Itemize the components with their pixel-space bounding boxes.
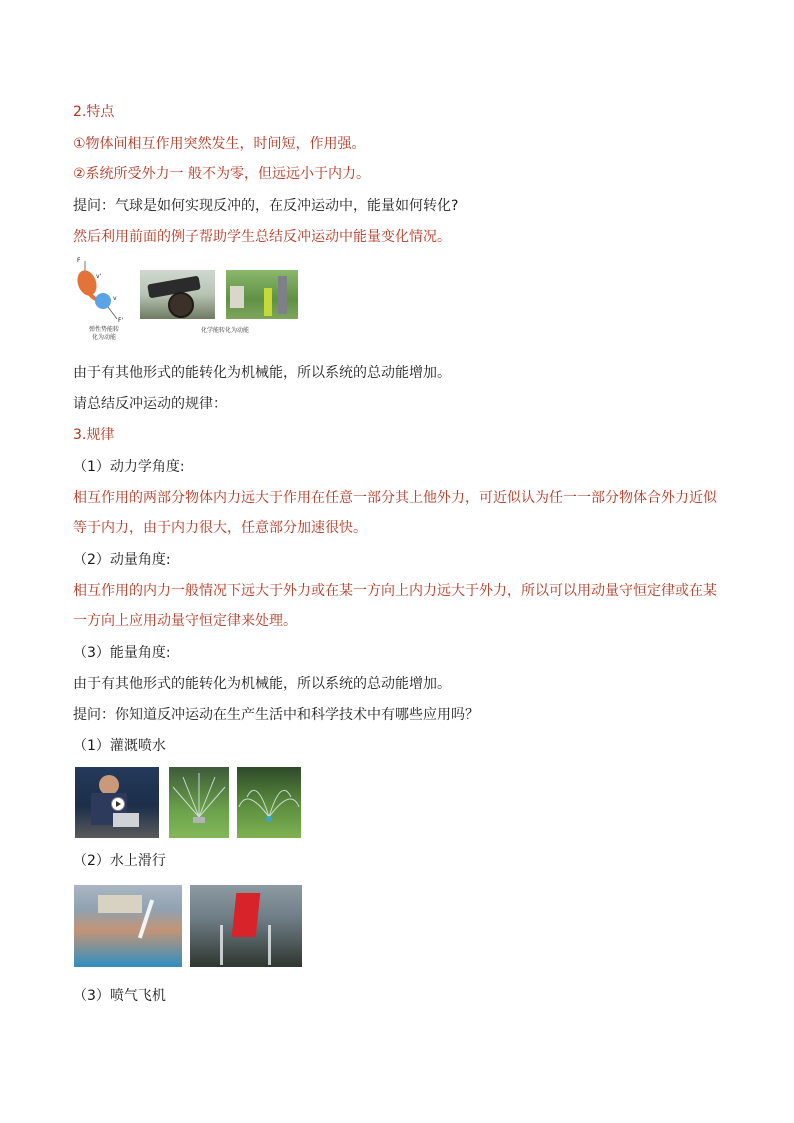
water-jetpack-crowd-photo: [74, 885, 182, 967]
balloon-caption: [84, 326, 124, 342]
presenter-head: [99, 775, 119, 795]
demo-device: [113, 813, 139, 827]
prompt-summarize-rules: 请总结反冲运动的规律：: [73, 396, 227, 412]
application-water-skiing-heading: （2）水上滑行: [73, 853, 166, 869]
energy-heading: （3）能量角度:: [73, 645, 171, 661]
background-building: [98, 895, 142, 913]
sprinkler-spray-2: [237, 767, 301, 838]
chemical-energy-caption: 化学能转化为动能: [200, 327, 249, 334]
momentum-text-line1: 相互作用的内力一般情况下远大于外力或在某一方向上内力远大于外力，所以可以用动量守恒定律或在某: [73, 583, 717, 599]
energy-text: 由于有其他形式的能转化为机械能，所以系统的总动能增加。: [73, 676, 451, 692]
section-3-heading: 3.规律: [73, 427, 115, 443]
teaching-instruction: 然后利用前面的例子帮助学生总结反冲运动中能量变化情况。: [73, 229, 451, 245]
application-jet-plane-heading: （3）喷气飞机: [73, 988, 166, 1004]
energy-summary-1: 由于有其他形式的能转化为机械能，所以系统的总动能增加。: [73, 365, 451, 381]
sprinkler-photo-2: [237, 767, 301, 838]
velocity-label-v-prime: v': [96, 273, 102, 280]
dynamics-heading: （1）动力学角度:: [73, 459, 185, 475]
question-balloon-recoil: 提问：气球是如何实现反冲的，在反冲运动中，能量如何转化?: [73, 198, 459, 214]
force-label-f: F: [77, 257, 81, 264]
cannon-photo: [140, 270, 215, 319]
flag-jetpack-show-photo: [190, 885, 302, 967]
question-applications: 提问：你知道反冲运动在生产生活中和科学技术中有哪些应用吗？: [73, 707, 479, 723]
velocity-label-v: v: [113, 295, 117, 302]
section-2-heading: 2.特点: [73, 104, 115, 120]
water-jet-left: [220, 925, 223, 965]
person-gray: [278, 276, 287, 314]
dynamics-text-line2: 等于内力，由于内力很大，任意部分加速很快。: [73, 520, 367, 536]
force-label-f-prime: F': [118, 317, 124, 324]
balloon-caption-line1: 弹性势能转: [88, 326, 119, 333]
water-jet-right: [268, 925, 271, 965]
balloon-caption-line2: 化为动能: [91, 334, 116, 341]
feature-point-2: ②系统所受外力一 般不为零，但远远小于内力。: [73, 166, 370, 182]
sprinkler-photo-1: [169, 767, 229, 838]
dynamics-text-line1: 相互作用的两部分物体内力远大于作用在任意一部分其上他外力，可近似认为任一一部分物体合外力近似: [73, 490, 717, 506]
application-irrigation-heading: （1）灌溉喷水: [73, 738, 166, 754]
sprinkler-spray-1: [169, 767, 229, 838]
people-launching-photo: [226, 270, 298, 319]
irrigation-video-thumbnail[interactable]: [75, 767, 159, 838]
play-icon[interactable]: [111, 797, 125, 811]
post-structure: [230, 286, 244, 308]
person-yellow: [264, 288, 272, 316]
feature-point-1: ①物体间相互作用突然发生，时间短，作用强。: [73, 136, 366, 152]
cannon-wheel: [168, 292, 194, 318]
momentum-heading: （2）动量角度:: [73, 552, 171, 568]
momentum-text-line2: 一方向上应用动量守恒定律来处理。: [73, 613, 297, 629]
chinese-flag: [232, 893, 261, 937]
